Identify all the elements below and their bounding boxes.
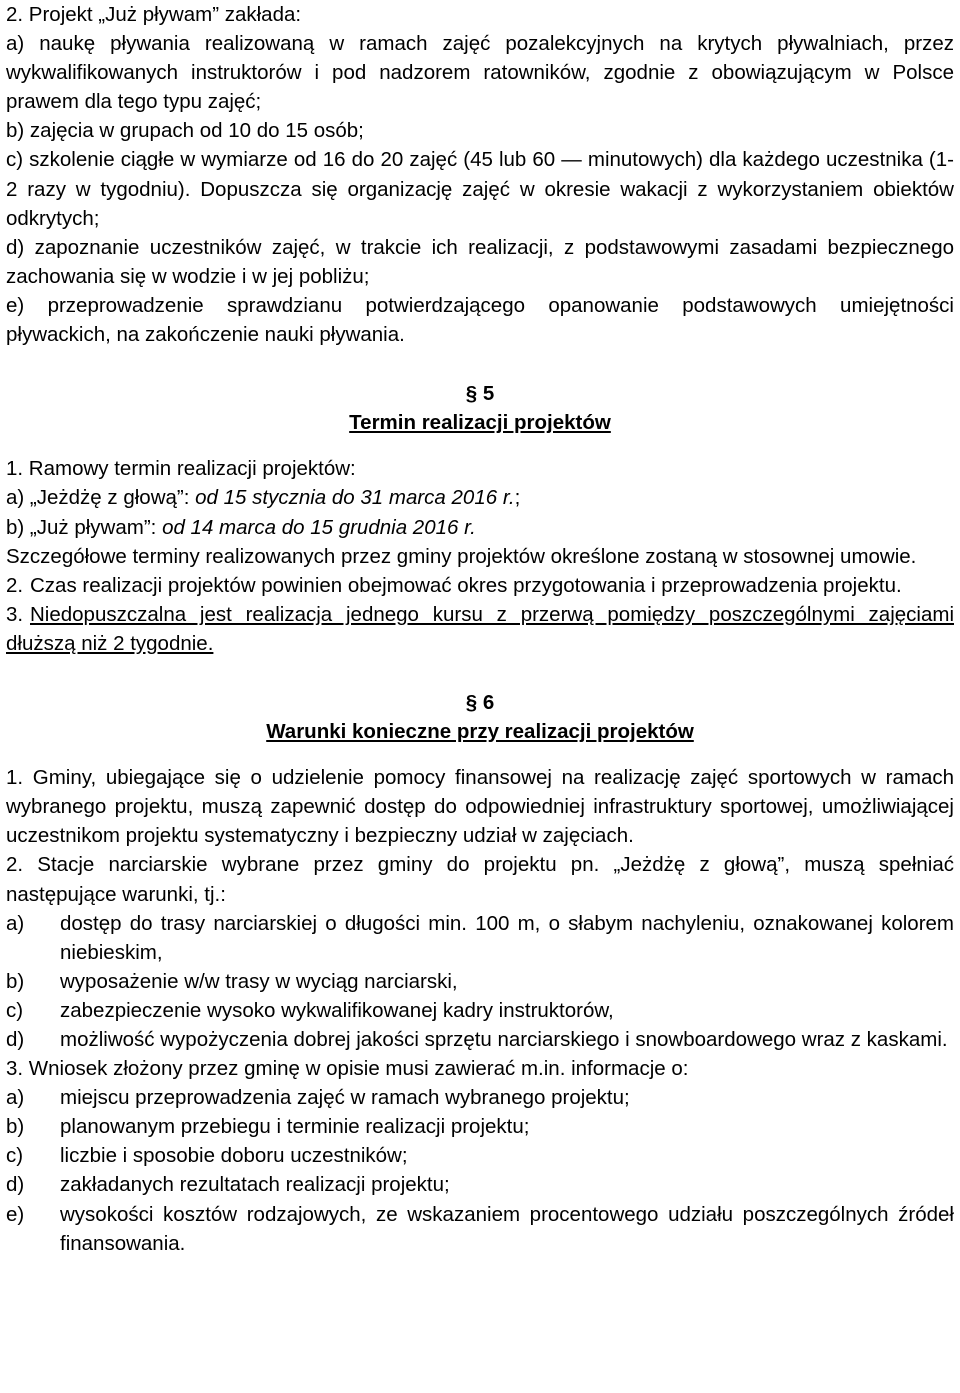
s6-item-3-b xyxy=(6,1112,954,1141)
s5-item-2 xyxy=(6,571,954,600)
s6-item-3-e-label: e) xyxy=(6,1202,25,1226)
s5-item-1-a xyxy=(6,483,954,512)
s6-item-2-d xyxy=(6,1025,954,1054)
s6-item-2-b xyxy=(6,967,954,996)
s5-item-1-note: Szczegółowe terminy realizowanych przez gminy projektów określone zostaną w stosownej umowie. xyxy=(6,544,917,568)
project-item-d: d) zapoznanie uczestników zajęć, w trakcie ich realizacji, z podstawowymi zasadami bezpiecznego zachowania się w wodzie i w jej pobliżu; xyxy=(6,235,954,288)
s5-item-2-text: Czas realizacji projektów powinien obejmować okres przygotowania i przeprowadzenia projektu. xyxy=(30,573,902,597)
s6-item-2-d-label: d) xyxy=(6,1028,25,1051)
s6-item-3: 3. Wniosek złożony przez gminę w opisie musi zawierać m.in. informacje o: xyxy=(6,1057,689,1081)
s5-item-1-a-end: ; xyxy=(514,486,521,510)
s6-item-2-a-label: a) xyxy=(6,911,25,935)
s6-item-3-d-text: zakładanych rezultatach realizacji projektu; xyxy=(60,1173,450,1197)
project-item-e: e) przeprowadzenie sprawdzianu potwierdzającego opanowanie podstawowych umiejętności pływackich, na zakończenie nauki pływania. xyxy=(6,293,954,347)
s5-item-3-number: 3. xyxy=(6,602,24,626)
section-5-title: Termin realizacji projektów xyxy=(349,411,611,435)
s6-item-3-b-label: b) xyxy=(6,1115,25,1139)
s5-item-3 xyxy=(6,600,954,658)
s6-item-3-a-text: miejscu przeprowadzenia zajęć w ramach wybranego projektu; xyxy=(60,1086,630,1110)
s6-item-2: 2. Stacje narciarskie wybrane przez gminy do projektu pn. „Jeżdżę z głową”, muszą spełniać następujące warunki, tj.: xyxy=(6,853,954,906)
s6-item-3-c xyxy=(6,1141,954,1170)
s6-item-2-c xyxy=(6,996,954,1025)
s5-item-1-b xyxy=(6,513,954,542)
s6-item-3-c-label: c) xyxy=(6,1144,24,1168)
s6-item-2-b-text: wyposażenie w/w trasy w wyciąg narciarski, xyxy=(60,969,458,993)
s5-item-1-a-label: a) „Jeżdżę z głową”: xyxy=(6,486,196,510)
s6-item-2-b-label: b) xyxy=(6,969,25,993)
s6-item-2-c-label: c) xyxy=(6,998,24,1022)
s5-item-2-number: 2. xyxy=(6,573,24,597)
s6-item-2-a xyxy=(6,909,954,967)
s6-item-3-b-text: planowanym przebiegu i terminie realizacji projektu; xyxy=(60,1115,530,1139)
project-item-a: a) naukę pływania realizowaną w ramach zajęć pozalekcyjnych na krytych pływalniach, przez wykwalifikowanych instruktorów i pod nadzorem ratowników, zgodnie z obowiązującym w Polsce prawem dla tego typu zajęć; xyxy=(6,32,954,114)
section-6-number: § 6 xyxy=(465,690,495,714)
s6-item-2-c-text: zabezpieczenie wysoko wykwalifikowanej kadry instruktorów, xyxy=(60,998,614,1022)
s6-item-3-a xyxy=(6,1083,954,1112)
project-item-c: c) szkolenie ciągłe w wymiarze od 16 do 20 zajęć (45 lub 60 — minutowych) dla każdego uczestnika (1-2 razy w tygodniu). Dopuszcza się organizację zajęć w okresie wakacji z wykorzystaniem obiektów odkrytych; xyxy=(6,148,954,230)
s6-item-3-d xyxy=(6,1170,954,1199)
s6-item-2-d-text: możliwość wypożyczenia dobrej jakości sprzętu narciarskiego i snowboardowego wraz z kaskami. xyxy=(60,1028,948,1051)
s6-item-3-a-label: a) xyxy=(6,1086,25,1110)
project-item-b: b) zajęcia w grupach od 10 do 15 osób; xyxy=(6,119,364,143)
s5-item-1-b-label: b) „Już pływam”: xyxy=(6,515,163,539)
s6-item-3-e xyxy=(6,1200,954,1258)
s5-item-3-text: Niedopuszczalna jest realizacja jednego kursu z przerwą pomiędzy poszczególnymi zajęciami dłuższą niż 2 tygodnie. xyxy=(6,602,954,655)
section-6-title: Warunki konieczne przy realizacji projektów xyxy=(266,720,694,744)
s6-item-2-a-text: dostęp do trasy narciarskiej o długości min. 100 m, o słabym nachyleniu, oznakowanej kolorem niebieskim, xyxy=(60,911,954,964)
s6-item-1: 1. Gminy, ubiegające się o udzielenie pomocy finansowej na realizację zajęć sportowych w ramach wybranego projektu, muszą zapewnić dostęp do odpowiedniej infrastruktury sportowej, umożliwiającej uczestnikom projektu systematyczny i bezpieczny udział w zajęciach. xyxy=(6,766,954,848)
s5-item-1-b-period: od 14 marca do 15 grudnia 2016 r. xyxy=(162,515,476,539)
s5-item-1-intro: 1. Ramowy termin realizacji projektów: xyxy=(6,457,356,481)
project-intro: 2. Projekt „Już pływam” zakłada: xyxy=(6,3,302,26)
s6-item-3-e-text: wysokości kosztów rodzajowych, ze wskazaniem procentowego udziału poszczególnych źródeł finansowania. xyxy=(60,1202,954,1255)
s5-item-1-a-period: od 15 stycznia do 31 marca 2016 r. xyxy=(195,486,515,510)
section-5-number: § 5 xyxy=(465,382,495,406)
s6-item-3-d-label: d) xyxy=(6,1173,25,1197)
s6-item-3-c-text: liczbie i sposobie doboru uczestników; xyxy=(60,1144,408,1168)
